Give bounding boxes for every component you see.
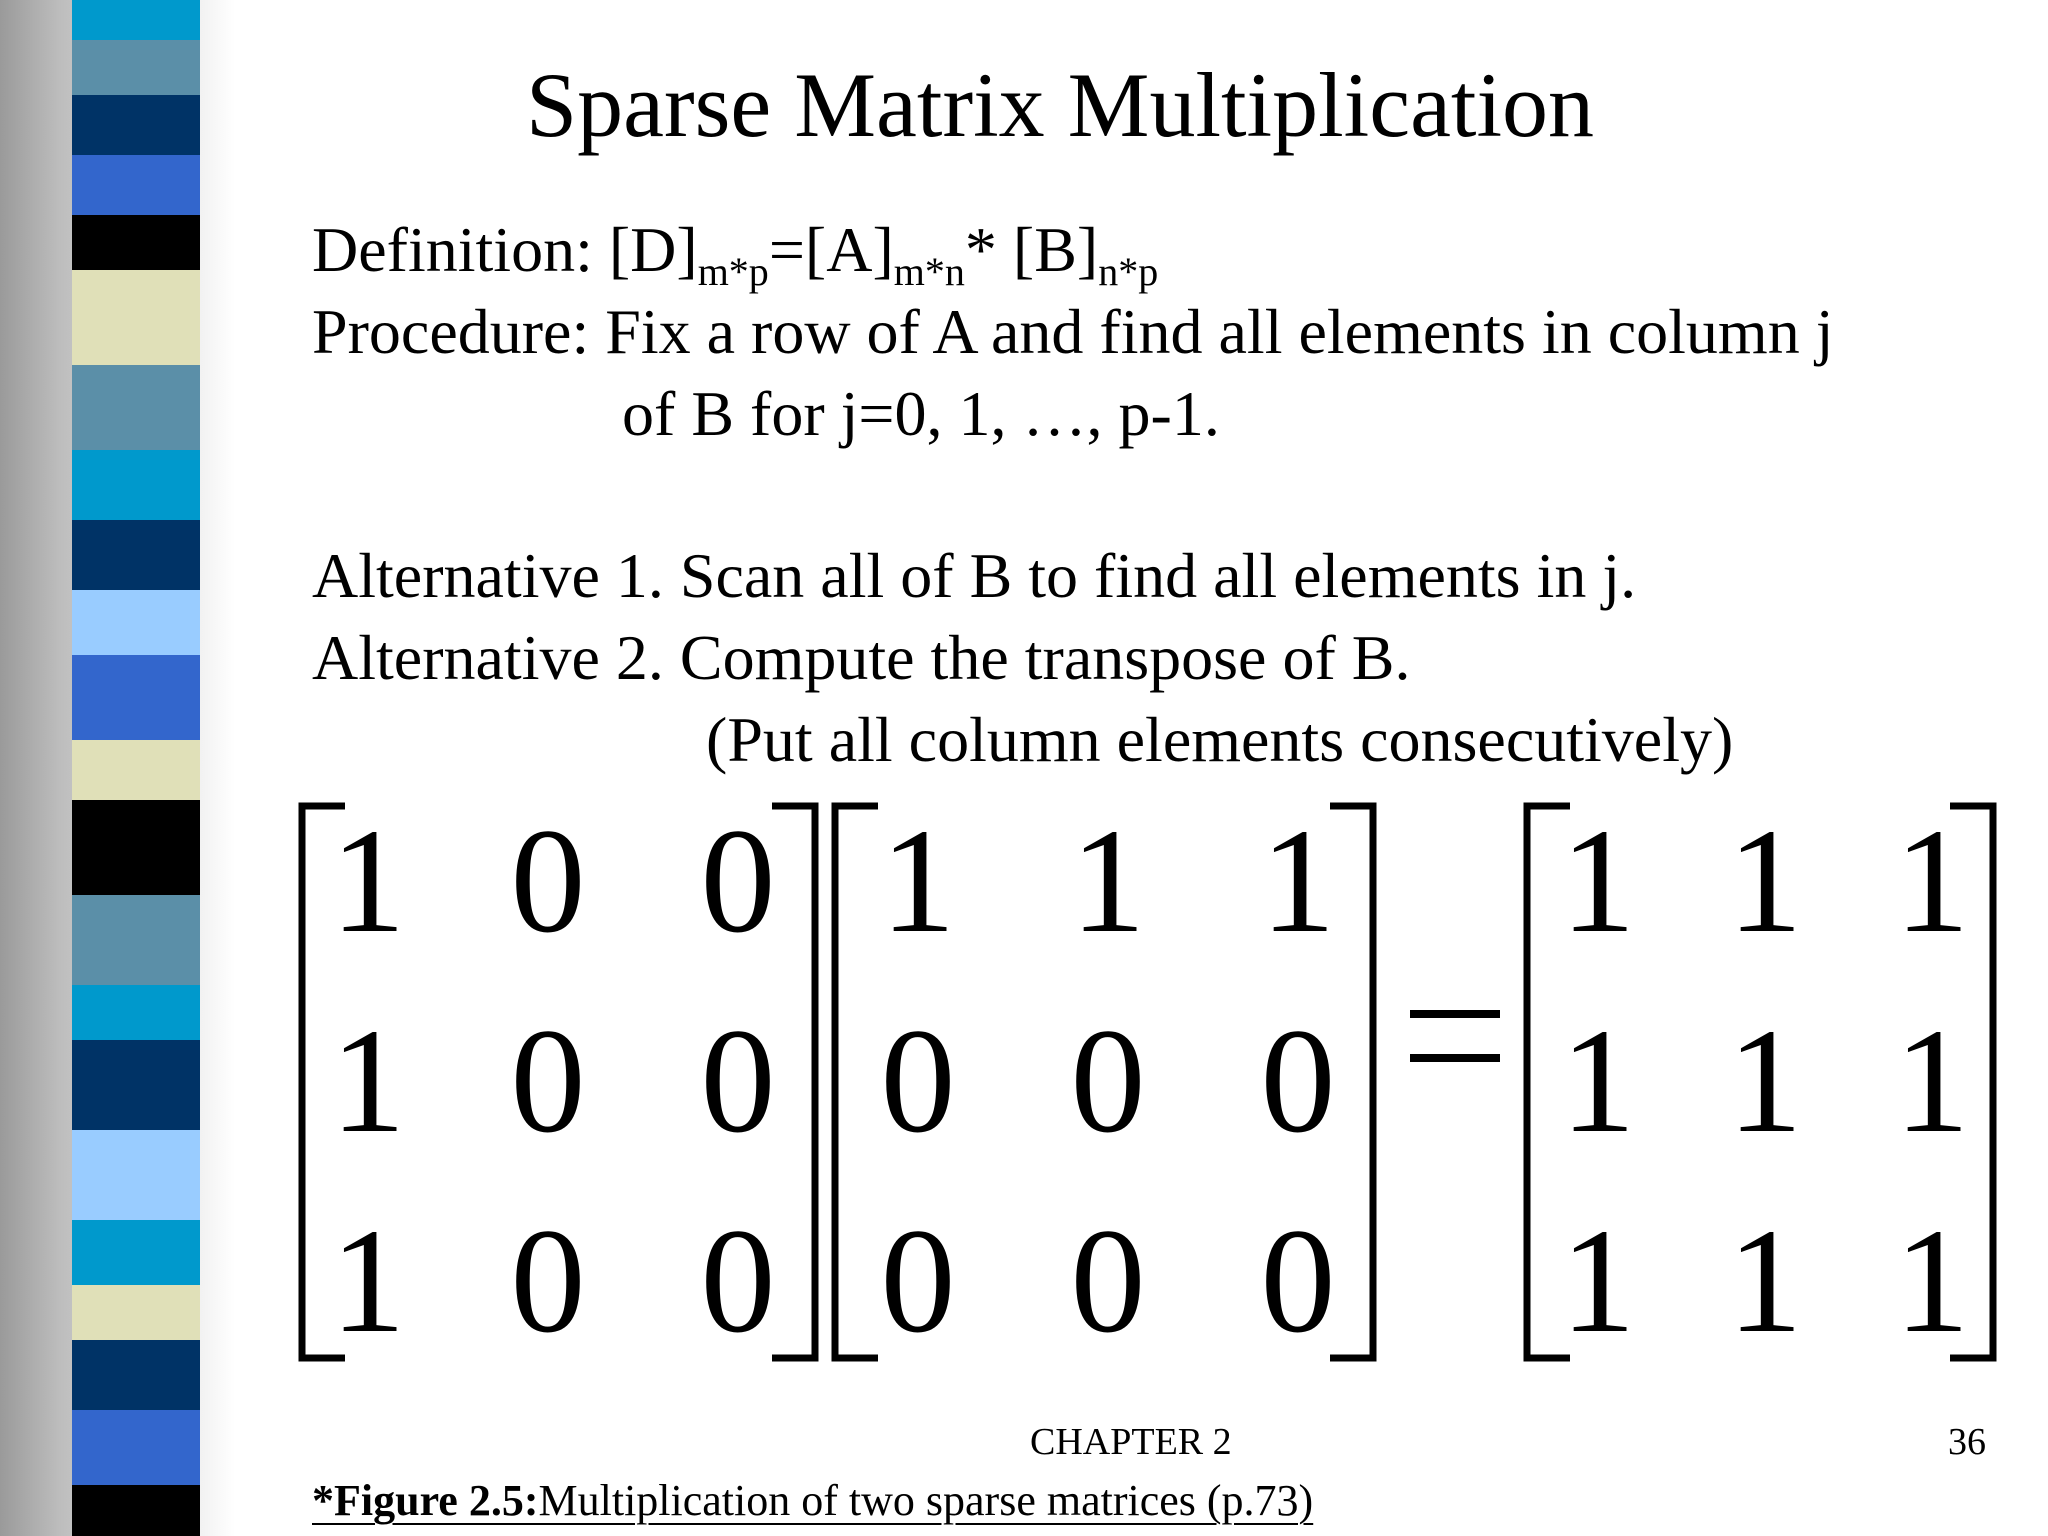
matrix-a-cell: 0: [700, 998, 776, 1164]
result-cell: 1: [1560, 1198, 1636, 1364]
equals-a: =[A]: [768, 214, 894, 285]
result-cell: 1: [1894, 1198, 1970, 1364]
page-number: 36: [1948, 1421, 1986, 1463]
alternative-2: Alternative 2. Compute the transpose of B.: [312, 622, 1411, 693]
matrix-a-cell: 1: [330, 1198, 406, 1364]
matrix-b-cell: 0: [1260, 998, 1336, 1164]
matrix-a-cell: 0: [700, 1198, 776, 1364]
result-cell: 1: [1560, 998, 1636, 1164]
matrix-a-cell: 0: [700, 798, 776, 964]
procedure-line-2: of B for j=0, 1, …, p-1.: [622, 378, 1220, 449]
matrix-d: [D]: [608, 214, 698, 285]
equals-bar-top: [1410, 1010, 1500, 1018]
slide-title: Sparse Matrix Multiplication: [525, 54, 1595, 156]
result-cell: 1: [1894, 998, 1970, 1164]
equals-sign: [1410, 1010, 1500, 1066]
chapter-label: CHAPTER 2: [1030, 1421, 1232, 1463]
figure-caption-label: *Figure 2.5:: [312, 1476, 539, 1525]
figure-caption-text: Multiplication of two sparse matrices (p.73): [538, 1476, 1314, 1525]
matrix-a-cell: 1: [330, 998, 406, 1164]
result-cell: 1: [1727, 1198, 1803, 1364]
matrix-b-cell: 0: [1260, 1198, 1336, 1364]
matrix-a-cell: 0: [510, 798, 586, 964]
matrix-d-subscript: m*p: [697, 249, 769, 294]
alternative-1: Alternative 1. Scan all of B to find all elements in j.: [312, 540, 1637, 611]
matrix-b-cell: 1: [1070, 798, 1146, 964]
figure-caption: [312, 1474, 1313, 1528]
matrix-b-cell: 0: [880, 998, 956, 1164]
matrix-a-cell: 1: [330, 798, 406, 964]
matrix-b-cell: 0: [880, 1198, 956, 1364]
result-cell: 1: [1560, 798, 1636, 964]
times-b: * [B]: [964, 214, 1099, 285]
matrix-b-cell: 1: [1260, 798, 1336, 964]
matrix-a-cell: 0: [510, 998, 586, 1164]
matrix-b-cell: 0: [1070, 998, 1146, 1164]
matrix-a-cell: 0: [510, 1198, 586, 1364]
result-cell: 1: [1894, 798, 1970, 964]
matrix-b-cell: 0: [1070, 1198, 1146, 1364]
result-cell: 1: [1727, 998, 1803, 1164]
definition-label: Definition:: [312, 214, 609, 285]
matrix-b-cell: 1: [880, 798, 956, 964]
result-cell: 1: [1727, 798, 1803, 964]
equals-bar-bottom: [1410, 1054, 1500, 1062]
alternative-2-note: (Put all column elements consecutively): [706, 704, 1734, 775]
matrix-b-subscript: n*p: [1098, 249, 1159, 294]
matrix-a-subscript: m*n: [893, 249, 965, 294]
procedure-line-1: Procedure: Fix a row of A and find all elements in column j: [312, 296, 1834, 367]
